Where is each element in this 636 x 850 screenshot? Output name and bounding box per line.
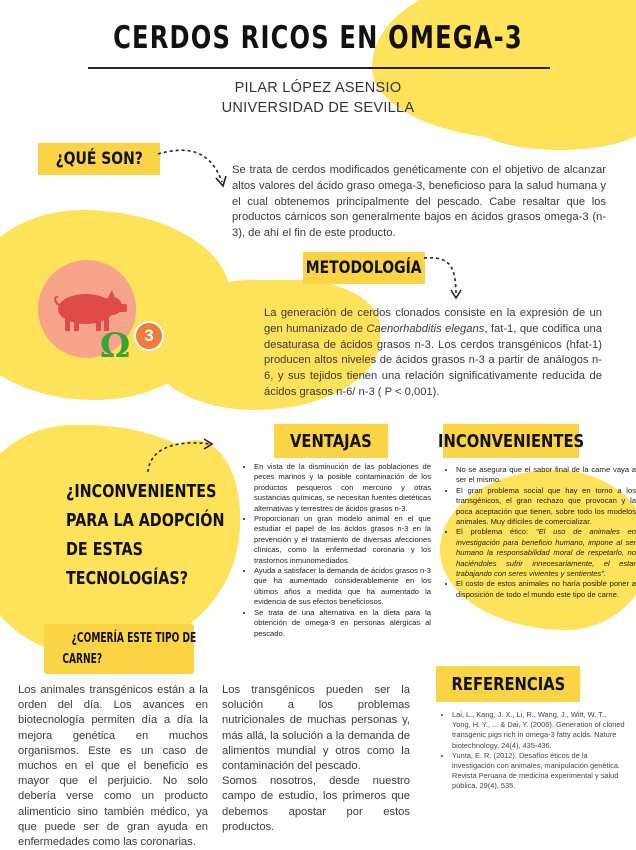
comeria-heading: ¿COMERÍA ESTE TIPO DE CARNE? xyxy=(44,624,194,674)
ventajas-heading: VENTAJAS xyxy=(274,424,388,458)
inconvenientes-list xyxy=(446,465,636,600)
comeria-text-right: Los transgénicos pueden ser la solución a los problemas nutricionales de muchas personas y, más allá, la solución a la demanda de alimentos mundial y otros como la contaminación del pescado. Somos nosotros, desde nuestro campo de estudio, los primeros que debemos apostar por estos productos. xyxy=(222,684,410,833)
ventajas-item: • En vista de la disminución de las poblaciones de peces marinos y la posible contaminación de los productos pesqueros con mercurio y otras sustancias químicas, se necesitan fuentes dietéticas alternativas y terrestres de ácidos grasos n-3. xyxy=(254,462,431,514)
title-underline xyxy=(88,67,550,69)
ventajas-item: • Se trata de una alternativa en la dieta para la obtención de omega-3 en personas alérgicas al pescado. xyxy=(254,608,431,639)
institution-name: UNIVERSIDAD DE SEVILLA xyxy=(221,100,415,116)
inconvenientes-item: • El costo de estos animales no haría posible poner a disposición de todo el mundo este tipo de carne. xyxy=(456,579,636,600)
que-son-text: Se trata de cerdos modificados genéticamente con el objetivo de alcanzar altos valores del ácido graso omega-3, beneficioso para la salud humana y el cual obtenemos principalmente del pescado. Cabe resaltar que los productos cárnicos son generalmente bajos en ácidos grasos omega-3 (n-3), de ahí el fin de este producto. xyxy=(232,164,606,240)
inconvenientes-item: • El gran problema social que hay en torno a los transgénicos, el gran rechazo que provocan y la poca aceptación que tienen, sobre todo los modelos animales. Muy difíciles de comercializar. xyxy=(456,486,636,528)
ventajas-item: • Ayuda a satisfacer la demanda de ácidos grasos n-3 que ha aumentado considerablemente en los últimos años a medida que ha aumentado la evidencia de sus efectos beneficiosos. xyxy=(254,566,431,608)
ventajas-list xyxy=(244,462,431,639)
metodologia-heading: METODOLOGÍA xyxy=(303,252,425,284)
arrow-adopcion xyxy=(140,436,220,476)
arrow-metodologia xyxy=(420,252,464,302)
blob-top-right-2 xyxy=(470,90,636,150)
page-title: CERDOS RICOS EN OMEGA-3 xyxy=(113,20,523,56)
comeria-text-left: Los animales transgénicos están a la orden del día. Los avances en biotecnología permiten día a día la mejora genética en muchos organismos. Este es un caso de muchos en el que el beneficio es mayor que el perjuicio. No solo debería verse como un producto alimenticio sino también médico, ya que puede ser de gran ayuda en enfermedades como las coronarias. xyxy=(18,684,208,849)
que-son-heading: ¿QUÉ SON? xyxy=(38,143,160,175)
referencia-item: • Yunta, E. R. (2012). Desafíos éticos de la investigación con animales, manipulación genética. Revista Peruana de medicina experimental y salud pública, 29(4), 535. xyxy=(452,751,626,792)
referencias-list xyxy=(442,710,626,792)
omega-number-badge: 3 xyxy=(134,321,164,351)
inconvenientes-item: • El problema ético: "El uso de animales en investigación para beneficio humano, impone al ser humano la responsabilidad moral de respetarlo, no haciéndoles sufrir innecesariamente, el estar trabajando con seres vivientes y sentientes". xyxy=(456,527,636,579)
inconvenientes-item: • No se asegura que el sabor final de la carne vaya a ser el mismo. xyxy=(456,465,636,486)
arrow-que-son xyxy=(152,146,232,192)
author-name: PILAR LÓPEZ ASENSIO xyxy=(234,80,402,96)
referencia-item: • Lai, L., Kang, J. X., Li, R., Wang, J., Witt, W. T., Yong, H. Y., ... & Dai, Y. (2006). Generation of cloned transgenic pigs rich in omega-3 fatty acids. Nature biotechnology, 24(4), 435-436. xyxy=(452,710,626,751)
adopcion-question: ¿INCONVENIENTES PARA LA ADOPCIÓN DE ESTAS TECNOLOGÍAS? xyxy=(66,482,225,589)
metodologia-text: La generación de cerdos clonados consiste en la expresión de un gen humanizado de Caenorhabditis elegans, fat-1, que codifica una desaturasa de ácidos grasos n-3. Los cerdos transgénicos (hfat-1) producen altos niveles de ácidos grasos n-3 a partir de análogos n-6, y sus tejidos tienen una relación significativamente reducida de ácidos grasos n-6/ n-3 ( P < 0,001). xyxy=(264,307,602,398)
ventajas-item: • Proporcionan un gran modelo animal en el que estudiar el papel de los ácidos grasos n-3 en la prevención y el tratamiento de diversas afecciones clínicas, como la enfermedad coronaria y los trastornos inmunomediados. xyxy=(254,514,431,566)
omega-icon: Ω xyxy=(100,326,131,366)
inconvenientes-heading: INCONVENIENTES xyxy=(443,424,579,458)
referencias-heading: REFERENCIAS xyxy=(436,666,580,702)
